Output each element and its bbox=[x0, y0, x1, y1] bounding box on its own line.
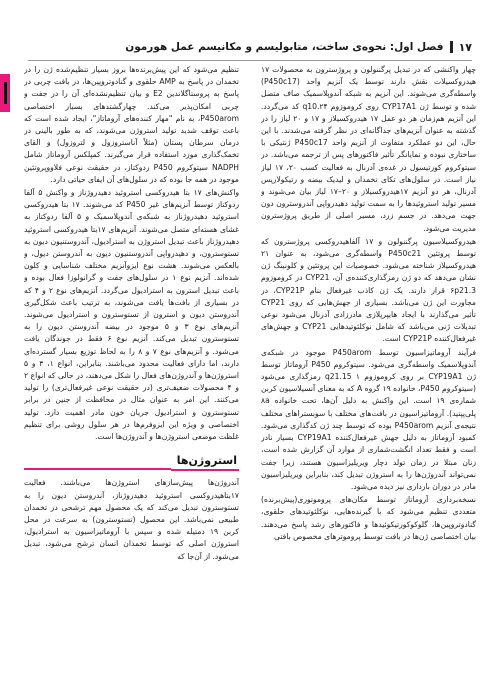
chapter-title: فصل اول: نحوه‌ی ساخت، متابولیسم و مکانیسم عمل هورمون bbox=[125, 41, 444, 53]
body-paragraph: تنظیم می‌شود که این پیش‌برنده‌ها بروز بسیار تنظیم‌شده ژن را در تخمدان در پاسخ به AMP حلقوی و گنادوتروپین‌ها، در بافت چربی در پاسخ به پروستاگلاندین E2 و بیان تنظیم‌نشده‌ای آن را در جفت و چربی امکان‌پذیر می‌کند. چهارگشتدهای بسیار اختصاصی P450arom، به نام "مهار کننده‌های آروماتاز"، ایجاد شده است که باعث توقف شدید تولید استروژن می‌شوند، که به طور بالینی در درمان سرطان پستان (مثلاً آناستروزول و لتروزول) و القای تخمک‌گذاری مورد استفاده قرار می‌گیرند. کمپلکس آروماتاز شامل NADPH سیتوکروم P450 ردوکتاز، در حقیقت نوعی فلاووپروتئین موجود در همه جا بوده که در سلول‌های آن ایفای حیاتی دارد. bbox=[24, 65, 239, 184]
page-body bbox=[24, 64, 476, 682]
page-header bbox=[28, 38, 472, 56]
body-paragraph: آندروژن‌ها پیش‌سازهای استروژن‌ها می‌باشند. فعالیت ۱۷بتاهیدروکسی استروئید دهیدروژناز، آندروستن دیون را به تستوسترون تبدیل می‌کند که یک محصول مهم ترشحی در تخمدان طبیعی نمی‌باشد. این محصول (تستوسترون) به سرعت در محل کربن ۱۹ دمتیله شده و سپس با آروماتیزاسیون به استرادیول، استروژن اصلی که توسط تخمدان انسان ترشح می‌شود، تبدیل می‌شود. از آن‌جا که bbox=[24, 478, 239, 561]
left-column bbox=[24, 64, 239, 682]
right-column bbox=[261, 64, 476, 682]
body-paragraph: فرآیند آروماتیزاسیون توسط P450arom موجود در شبکه‌ی آندوپلاسمیک واسطه‌گری می‌شود. سیتوکروم P450 آروماتاز توسط ژن CYP19A1 بر روی کروموزوم ۱ q21.15 رمزگذاری می‌شود (سیتوکروم P450، خانواده ۱۹ گروه A که به معنای آنسیلاسیون کربن شماره‌ی ۱۹ است. این واکنش به دلیل آن‌ها، تحت خانواده ۸a پلی‌پپتید). آروماتیزاسیون در بافت‌های مختلف با سوبستراهای مختلف نتیجه‌ی آنزیم P450arom بوده که توسط چند ژن کدگذاری می‌شود. کمبود آروماتاز به دلیل جهش غیرفعال‌کننده CYP19A1 بسیار نادر است و فقط تعداد انگشت‌شماری از موارد آن گزارش شده است، زنان مبتلا در زمان تولد دچار ویریلیزاسیون هستند، زیرا جفت نمی‌تواند آندروژن‌ها را به استروژن تبدیل کند، بنابراین ویریلیزاسیون مادر در دوران بارداری نیز دیده می‌شود. bbox=[261, 347, 476, 491]
section-heading-rule bbox=[24, 468, 171, 470]
body-paragraph: واکنش‌های ۱۷ بتا هیدروکسی استروئید دهیدروژناز و واکنش ۵ آلفا ردوکتاز توسط آنزیم‌های غیر P450 کد می‌شوند. ۱۷ بتا هیدروکسی استروئید دهیدروژناز به شبکه‌ی آندوپلاسمیک و ۵ آلفا ردوکتاز به غشای هسته‌ای متصل می‌شوند. آنزیم‌های ۱۷بتا هیدروکسی استروئید دهیدروژناز باعث تبدیل استروژن به استرادیول، آندروستنیون دیون به تستوسترون، و دهیدرواپی آندروستنیون دیون به آندروستن دیول، و بالعکس می‌شوند. هشت نوع ایزوآنزیم مختلف شناسایی و کلون شده‌اند. آنزیم نوع ۱ در سلول‌های جفت و گرانولوزا فعال بوده و باعث تبدیل استرون به استرادیول می‌گردد. آنزیم‌های نوع ۲ و ۴ که در بسیاری از بافت‌ها یافت می‌شوند، به ترتیب باعث شکل‌گیری آندروستن دیون و استرون از تستوسترون و استرادیول می‌شوند. آنزیم‌های نوع ۳ و ۵ موجود در بیضه آندروستن دیون را به تستوسترون تبدیل می‌کند. آنزیم نوع ۶ فقط در جوندگان یافت می‌شود. و آنزیم‌های نوع ۷ و ۸ را به لحاظ توزیع بسیار گسترده‌ای دارند، اما دارای فعالیت محدود می‌باشند. بنابراین، انواع ۱، ۳ و ۵ استروژن‌ها و آندروژن‌های فعال را شکل می‌دهند، در حالی که انواع ۲ و ۴ محصولات ضعیف‌تری (در حقیقت نوعی غیرفعال‌تری) را تولید می‌کنند. این امر به عنوان مثال در محافظت از جنین در برابر تستوسترون و استرادیول جریان خون مادر اهمیت دارد. تولید اختصاصی و ویژه این ایزوفرم‌ها در هر سلول روشی برای تنظیم غلظت موضعی استروژن‌ها و آندروژن‌ها است. bbox=[24, 188, 239, 442]
page-number: ۱۷ bbox=[458, 40, 472, 54]
body-paragraph: هیدروکسیلاسیون پرگننولون و ۱۷ آلفاهیدروکسی پروژسترون که توسط پروتئین P450c21 واسطه‌گری می‌شود، به عنوان ۲۱ هیدروکسیلاز شناخته می‌شود. خصوصیات این پروتئین و کلونینگ ژن نشان می‌دهد که دو ژن رمزگذاری‌کننده‌ی آن، CYP21 در کروموزوم ۶p21.3 قرار دارند. یک ژن کاذب غیرفعال بنام CYP21P، در مجاورت این ژن می‌باشد. بسیاری از جهش‌هایی که روی CYP21 تأثیر می‌گذارند با ایجاد هایپرپلازی مادرزادی آدرنال می‌شود نوعی تبدیلات ژنی می‌باشد که شامل نوکلئوتیدهایی CYP21 و جهش‌های غیرفعال‌کننده CYP21P است. bbox=[261, 236, 476, 344]
chapter-tab-marker bbox=[0, 74, 10, 112]
section-heading-text: استروژن‌ها bbox=[171, 454, 239, 471]
section-heading bbox=[24, 453, 239, 471]
body-paragraph: نسخه‌برداری آروماتاز توسط مکان‌های پروموتوری(پیش‌برنده) متعددی تنظیم می‌شود که با گیرنده‌هایی، نوکلئوتیدهای حلقوی، گنادوتروپین‌ها، گلوکوکورتیکوئیدها و فاکتورهای رشد پاسخ می‌دهند. بیان اختصاصی ژن‌ها در بافت توسط پروموترهای مخصوص بافتی bbox=[261, 495, 476, 541]
header-rule bbox=[28, 60, 472, 61]
body-paragraph: چهار واکنشی که در تبدیل پرگننولون و پروژسترون به محصولات ۱۷ هیدروکسیلات نقش دارند توسط یک آنزیم واحد (P450c17) واسطه‌گری می‌شوند. این آنزیم به شبکه آندوپلاسمیک صاف متصل شده و توسط ژن CYP17A1 روی کروموزوم ۲۴.q10 کد می‌گردد. این آنزیم هم‌زمان هر دو عمل ۱۷ هیدروکسیلاز و ۱۷ و ۲۰ لیاز را در گذشته به عنوان آنزیم‌های جداگانه‌ای در نظر گرفته می‌شدند. با این حال، این دو عملکرد متفاوت از آنزیم واحد P450c17 ژنتیکی با ساختاری نبوده و نمایانگر تأثیر فاکتورهای پس از ترجمه می‌باشد. در سیتوکروم کورتیسول در غده‌ی آدرنال به فعالیت کسب ۲۰، ۱۷ لیاز نیاز است. در سلول‌های تکای تخمدان و لیدیک بیضه و رتیکولاریس آدرنال، هر دو آنزیم ۱۷هیدروکسیلاز و ۲۰–۱۷ لیاز بیان می‌شوند و مسیر تولید استروئیدها را به سمت تولید دهیدرواپی آندروسترون دون جهت می‌دهد. در جسم زرد، مسیر اصلی از طریق پروژسترون مدیریت می‌شود. bbox=[261, 65, 476, 233]
header-separator-bar bbox=[450, 41, 453, 53]
